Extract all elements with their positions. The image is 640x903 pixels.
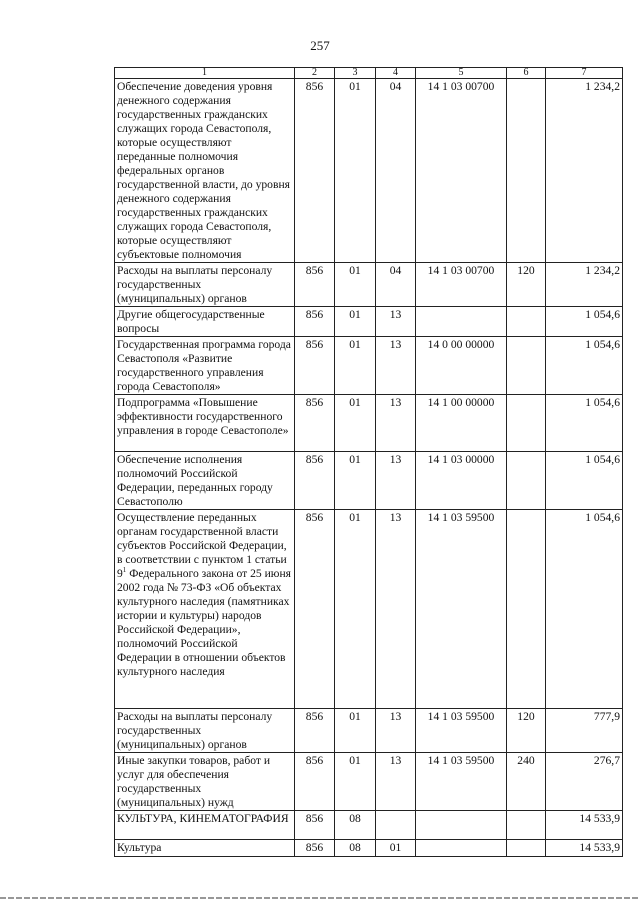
table-row xyxy=(115,753,623,811)
amount: 14 533,9 xyxy=(546,811,623,840)
expense-name: Подпрограмма «Повышение эффективности государственного управления в городе Севастополе» xyxy=(115,395,295,452)
expense-type-code xyxy=(507,395,546,452)
section-code: 01 xyxy=(335,337,376,395)
target-article-code: 14 1 03 00000 xyxy=(416,452,507,510)
grbs-code: 856 xyxy=(295,337,335,395)
target-article-code: 14 1 03 59500 xyxy=(416,709,507,753)
subsection-code: 13 xyxy=(376,452,416,510)
amount: 1 234,2 xyxy=(546,79,623,263)
section-code: 08 xyxy=(335,840,376,857)
section-code: 01 xyxy=(335,452,376,510)
amount: 1 054,6 xyxy=(546,510,623,709)
column-number: 7 xyxy=(546,68,623,79)
section-code: 08 xyxy=(335,811,376,840)
section-code: 01 xyxy=(335,709,376,753)
column-number: 2 xyxy=(295,68,335,79)
expense-name-part: Осуществление переданных органам государственной власти субъектов Российской Федерации, в соответствии с пунктом 1 статьи 9 xyxy=(117,511,287,580)
expense-type-code xyxy=(507,510,546,709)
target-article-code: 14 1 03 00700 xyxy=(416,263,507,307)
expense-name: Другие общегосударственные вопросы xyxy=(115,307,295,337)
expense-type-code xyxy=(507,452,546,510)
target-article-code xyxy=(416,811,507,840)
expense-type-code xyxy=(507,337,546,395)
expense-type-code: 120 xyxy=(507,709,546,753)
amount: 1 054,6 xyxy=(546,337,623,395)
target-article-code xyxy=(416,307,507,337)
amount: 1 054,6 xyxy=(546,395,623,452)
column-number: 3 xyxy=(335,68,376,79)
target-article-code: 14 1 03 59500 xyxy=(416,753,507,811)
subsection-code: 01 xyxy=(376,840,416,857)
subsection-code: 04 xyxy=(376,263,416,307)
subsection-code: 13 xyxy=(376,307,416,337)
section-code: 01 xyxy=(335,753,376,811)
column-number: 5 xyxy=(416,68,507,79)
budget-table xyxy=(114,67,623,857)
table-row xyxy=(115,395,623,452)
table-row xyxy=(115,79,623,263)
table-row xyxy=(115,307,623,337)
expense-name: Государственная программа города Севастополя «Развитие государственного управления города Севастополя» xyxy=(115,337,295,395)
expense-type-code xyxy=(507,840,546,857)
table-row xyxy=(115,811,623,840)
section-code: 01 xyxy=(335,510,376,709)
expense-name xyxy=(115,510,295,709)
column-number: 1 xyxy=(115,68,295,79)
amount: 777,9 xyxy=(546,709,623,753)
column-number-row xyxy=(115,68,623,79)
expense-name: Культура xyxy=(115,840,295,857)
subsection-code: 04 xyxy=(376,79,416,263)
amount: 1 054,6 xyxy=(546,452,623,510)
subsection-code: 13 xyxy=(376,709,416,753)
table-row xyxy=(115,263,623,307)
column-number: 4 xyxy=(376,68,416,79)
grbs-code: 856 xyxy=(295,452,335,510)
expense-type-code: 240 xyxy=(507,753,546,811)
grbs-code: 856 xyxy=(295,307,335,337)
grbs-code: 856 xyxy=(295,510,335,709)
table-row xyxy=(115,337,623,395)
section-code: 01 xyxy=(335,263,376,307)
expense-type-code: 120 xyxy=(507,263,546,307)
article-superscript: 1 xyxy=(122,566,127,575)
target-article-code xyxy=(416,840,507,857)
amount: 276,7 xyxy=(546,753,623,811)
table-row xyxy=(115,840,623,857)
subsection-code: 13 xyxy=(376,337,416,395)
expense-name: Иные закупки товаров, работ и услуг для обеспечения государственных (муниципальных) нужд xyxy=(115,753,295,811)
section-code: 01 xyxy=(335,79,376,263)
section-code: 01 xyxy=(335,395,376,452)
grbs-code: 856 xyxy=(295,753,335,811)
grbs-code: 856 xyxy=(295,395,335,452)
amount: 1 234,2 xyxy=(546,263,623,307)
subsection-code: 13 xyxy=(376,510,416,709)
amount: 1 054,6 xyxy=(546,307,623,337)
grbs-code: 856 xyxy=(295,709,335,753)
section-code: 01 xyxy=(335,307,376,337)
column-number: 6 xyxy=(507,68,546,79)
target-article-code: 14 1 03 00700 xyxy=(416,79,507,263)
target-article-code: 14 1 00 00000 xyxy=(416,395,507,452)
scan-edge-line xyxy=(0,897,640,899)
grbs-code: 856 xyxy=(295,79,335,263)
expense-type-code xyxy=(507,79,546,263)
grbs-code: 856 xyxy=(295,811,335,840)
target-article-code: 14 0 00 00000 xyxy=(416,337,507,395)
subsection-code: 13 xyxy=(376,395,416,452)
expense-name-part: Федерального закона от 25 июня 2002 года № 73-ФЗ «Об объектах культурного наследия (памятниках истории и культуры) народов Российской Федерации», полномочий Российской Федерации в отношении объектов культурного наследия xyxy=(117,567,291,678)
grbs-code: 856 xyxy=(295,840,335,857)
expense-name: Расходы на выплаты персоналу государственных (муниципальных) органов xyxy=(115,263,295,307)
table-row xyxy=(115,510,623,709)
table-row xyxy=(115,452,623,510)
expense-name: КУЛЬТУРА, КИНЕМАТОГРАФИЯ xyxy=(115,811,295,840)
subsection-code: 13 xyxy=(376,753,416,811)
expense-name: Обеспечение доведения уровня денежного содержания государственных гражданских служащих города Севастополя, которые осуществляют переданные полномочия федеральных органов государственной власти, до уровня денежного содержания государственных гражданских служащих города Севастополя, которые осуществляют субъектовые полномочия xyxy=(115,79,295,263)
target-article-code: 14 1 03 59500 xyxy=(416,510,507,709)
grbs-code: 856 xyxy=(295,263,335,307)
expense-type-code xyxy=(507,811,546,840)
amount: 14 533,9 xyxy=(546,840,623,857)
page-number: 257 xyxy=(310,38,330,53)
expense-name: Расходы на выплаты персоналу государственных (муниципальных) органов xyxy=(115,709,295,753)
table-row xyxy=(115,709,623,753)
expense-name: Обеспечение исполнения полномочий Российской Федерации, переданных городу Севастополю xyxy=(115,452,295,510)
subsection-code xyxy=(376,811,416,840)
expense-type-code xyxy=(507,307,546,337)
